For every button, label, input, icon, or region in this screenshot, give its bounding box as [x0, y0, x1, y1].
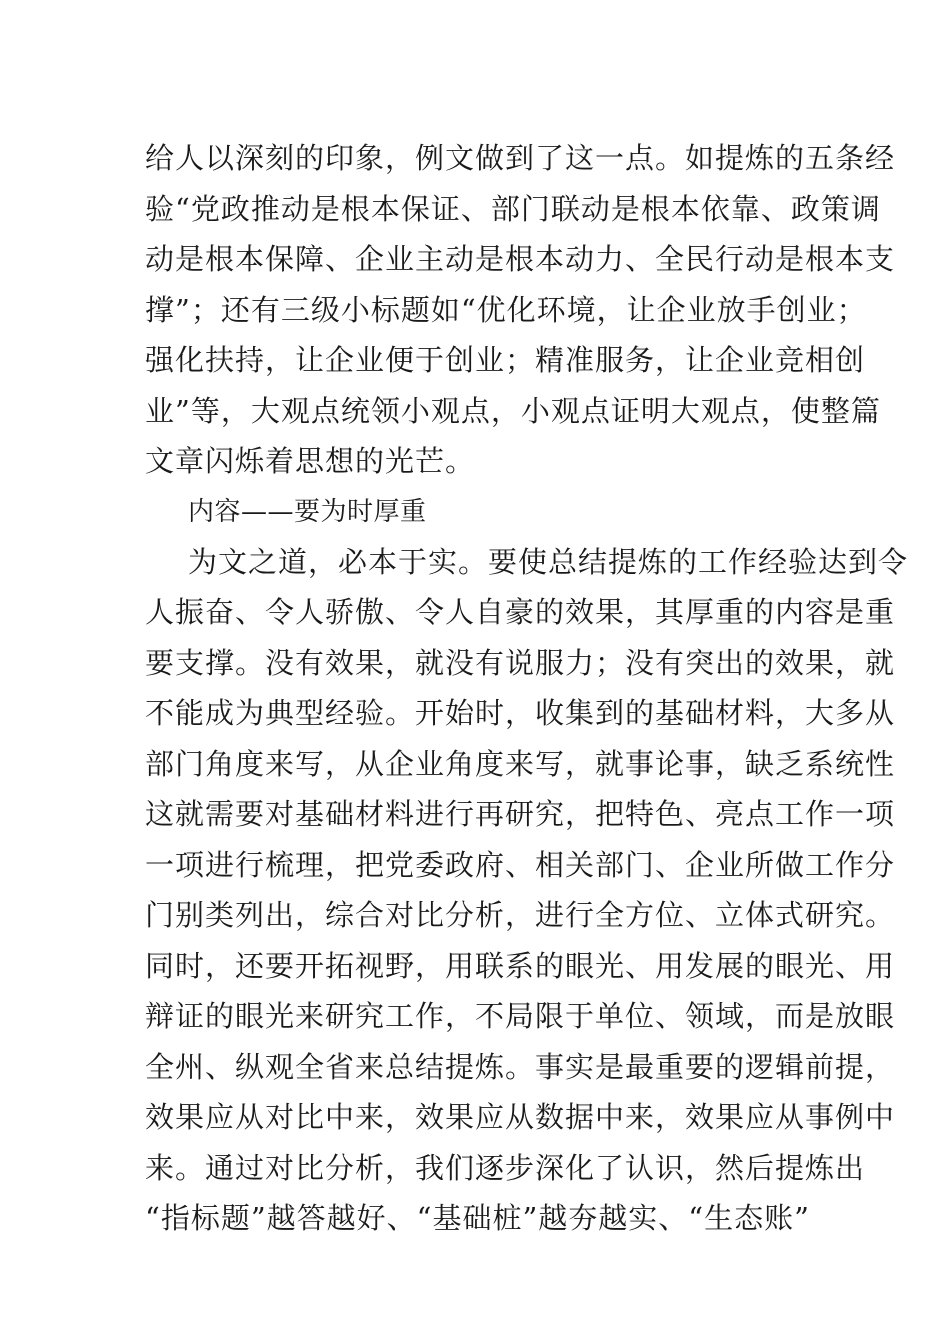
body-text-line: 不能成为典型经验。开始时，收集到的基础材料，大多从	[145, 696, 896, 730]
body-text-line: 这就需要对基础材料进行再研究，把特色、亮点工作一项	[145, 797, 896, 831]
section-heading: 内容——要为时厚重	[188, 497, 427, 527]
body-text-line: 文章闪烁着思想的光芒。	[145, 444, 476, 478]
body-text-line: 门别类列出，综合对比分析，进行全方位、立体式研究。	[145, 898, 896, 932]
body-text-line: 全州、纵观全省来总结提炼。事实是最重要的逻辑前提，	[145, 1050, 896, 1084]
body-text-line: “指标题”越答越好、“基础桩”越夯越实、“生态账”	[145, 1201, 810, 1235]
body-text-line: 要支撑。没有效果，就没有说服力；没有突出的效果，就	[145, 646, 896, 680]
body-text-line: 辩证的眼光来研究工作，不局限于单位、领域，而是放眼	[145, 999, 896, 1033]
body-text-line: 强化扶持，让企业便于创业；精准服务，让企业竞相创	[145, 343, 866, 377]
body-text-line: 部门角度来写，从企业角度来写，就事论事，缺乏系统性	[145, 747, 896, 781]
body-text-line: 动是根本保障、企业主动是根本动力、全民行动是根本支	[145, 242, 896, 276]
body-text-line: 同时，还要开拓视野，用联系的眼光、用发展的眼光、用	[145, 949, 896, 983]
body-text-line: 给人以深刻的印象，例文做到了这一点。如提炼的五条经	[145, 141, 896, 175]
body-text-line: 撑”；还有三级小标题如“优化环境，让企业放手创业；	[145, 293, 867, 327]
body-text-line: 人振奋、令人骄傲、令人自豪的效果，其厚重的内容是重	[145, 595, 896, 629]
body-text-line: 验“党政推动是根本保证、部门联动是根本依靠、政策调	[145, 192, 881, 226]
body-text-line: 一项进行梳理，把党委政府、相关部门、企业所做工作分	[145, 848, 896, 882]
body-text-line: 为文之道，必本于实。要使总结提炼的工作经验达到令	[188, 545, 909, 579]
body-text-line: 来。通过对比分析，我们逐步深化了认识，然后提炼出	[145, 1151, 866, 1185]
body-text-line: 效果应从对比中来，效果应从数据中来，效果应从事例中	[145, 1100, 896, 1134]
body-text-line: 业”等，大观点统领小观点，小观点证明大观点，使整篇	[145, 394, 881, 428]
